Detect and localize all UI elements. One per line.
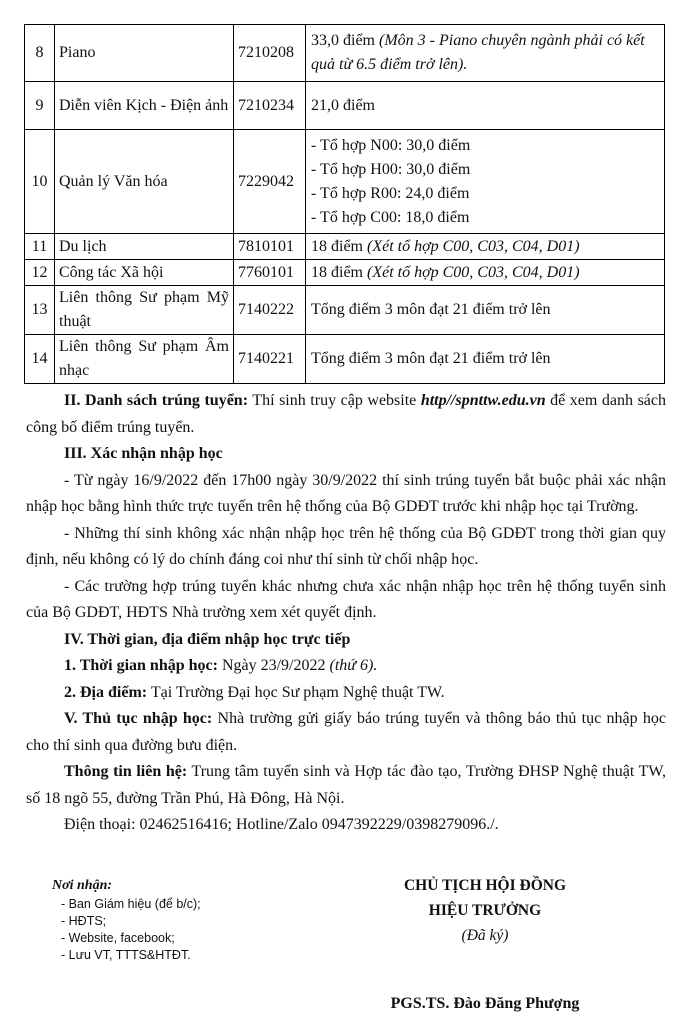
website-link[interactable]: http//spnttw.edu.vn bbox=[420, 392, 546, 409]
section-2-paragraph: II. Danh sách trúng tuyển: Thí sinh truy cập website http//spnttw.edu.vn để xem danh sách công bố điểm trúng tuyển. bbox=[26, 392, 666, 436]
score-cell bbox=[306, 25, 665, 82]
major-code: 7210208 bbox=[234, 25, 306, 82]
score-note: (Xét tổ hợp C00, C03, C04, D01) bbox=[367, 237, 580, 255]
table-row bbox=[25, 286, 665, 335]
section-3-bullet: - Từ ngày 16/9/2022 đến 17h00 ngày 30/9/2022 thí sinh trúng tuyển bắt buộc phải xác nhận nhập học bằng hình thức trực tuyến trên hệ thống của Bộ GDĐT trước khi nhập học tại Trường. bbox=[26, 471, 666, 515]
score-value: 33,0 điểm bbox=[311, 32, 379, 49]
recipient-item: - Website, facebook; bbox=[61, 931, 175, 945]
contact-phone: Điện thoại: 02462516416; Hotline/Zalo 0947392229/0398279096./. bbox=[64, 816, 499, 833]
section-4-heading: IV. Thời gian, địa điểm nhập học trực tiếp bbox=[64, 630, 351, 648]
score-line: - Tổ hợp R00: 24,0 điểm bbox=[311, 184, 470, 202]
section-5-paragraph: V. Thủ tục nhập học: Nhà trường gửi giấy báo trúng tuyển và thông báo thủ tục nhập học cho thí sinh qua đường bưu điện. bbox=[26, 710, 666, 754]
score-line: - Tổ hợp N00: 30,0 điểm bbox=[311, 136, 471, 154]
row-number: 13 bbox=[25, 286, 55, 335]
section-2-heading: II. Danh sách trúng tuyển: bbox=[64, 392, 249, 409]
major-code: 7810101 bbox=[234, 234, 306, 260]
major-name: Piano bbox=[55, 25, 234, 82]
score-cell bbox=[306, 82, 665, 130]
table-row bbox=[25, 82, 665, 130]
signature-status: (Đã ký) bbox=[461, 927, 509, 944]
section-3-heading: III. Xác nhận nhập học bbox=[64, 445, 223, 462]
score-line: - Tổ hợp H00: 30,0 điểm bbox=[311, 160, 471, 178]
signature-title-2: HIỆU TRƯỞNG bbox=[428, 902, 542, 919]
score-value: 18 điểm bbox=[311, 237, 367, 255]
score-cell bbox=[306, 260, 665, 286]
row-number: 8 bbox=[25, 25, 55, 82]
score-value: Tổng điểm 3 môn đạt 21 điểm trở lên bbox=[311, 350, 551, 367]
admission-place: 2. Địa điểm: Tại Trường Đại học Sư phạm Nghệ thuật TW. bbox=[64, 683, 445, 701]
score-note: (Môn 3 - Piano chuyên ngành phải có kết quả từ 6.5 điểm trở lên). bbox=[311, 32, 645, 73]
document-body bbox=[26, 388, 666, 839]
section-3-bullet: - Các trường hợp trúng tuyển khác nhưng chưa xác nhận nhập học trên hệ thống tuyển sinh của Bộ GDĐT, HĐTS Nhà trường xem xét quyết định. bbox=[26, 577, 666, 621]
major-code: 7140222 bbox=[234, 286, 306, 335]
row-number: 10 bbox=[25, 130, 55, 234]
signature-title-1: CHỦ TỊCH HỘI ĐỒNG bbox=[403, 877, 567, 894]
section-3-bullet: - Những thí sinh không xác nhận nhập học trên hệ thống của Bộ GDĐT trong thời gian quy định, nếu không có lý do chính đáng coi như thí sinh từ chối nhập học. bbox=[26, 524, 666, 568]
major-code: 7210234 bbox=[234, 82, 306, 130]
table-row bbox=[25, 130, 665, 234]
table-row bbox=[25, 25, 665, 82]
major-name: Liên thông Sư phạm Âm nhạc bbox=[55, 335, 234, 384]
score-cell bbox=[306, 234, 665, 260]
score-line: - Tổ hợp C00: 18,0 điểm bbox=[311, 208, 470, 226]
table-row bbox=[25, 234, 665, 260]
score-cell bbox=[306, 286, 665, 335]
recipient-item: - HĐTS; bbox=[61, 914, 107, 928]
signer-name: PGS.TS. Đào Đăng Phượng bbox=[390, 995, 580, 1012]
recipients-block bbox=[52, 876, 312, 964]
major-name: Liên thông Sư phạm Mỹ thuật bbox=[55, 286, 234, 335]
contact-paragraph: Thông tin liên hệ: Trung tâm tuyển sinh và Hợp tác đào tạo, Trường ĐHSP Nghệ thuật TW, số 18 ngõ 55, đường Trần Phú, Hà Đông, Hà Nội. bbox=[26, 763, 667, 807]
table-row bbox=[25, 260, 665, 286]
score-value: Tổng điểm 3 môn đạt 21 điểm trở lên bbox=[311, 301, 551, 318]
recipients-title: Nơi nhận: bbox=[52, 878, 113, 893]
signature-block bbox=[340, 873, 630, 948]
row-number: 11 bbox=[25, 234, 55, 260]
table-row bbox=[25, 335, 665, 384]
major-code: 7140221 bbox=[234, 335, 306, 384]
recipient-item: - Ban Giám hiệu (để b/c); bbox=[61, 897, 201, 911]
major-code: 7229042 bbox=[234, 130, 306, 234]
recipient-item: - Lưu VT, TTTS&HTĐT. bbox=[61, 948, 191, 962]
score-note: (Xét tổ hợp C00, C03, C04, D01) bbox=[367, 263, 580, 281]
major-code: 7760101 bbox=[234, 260, 306, 286]
major-name: Diễn viên Kịch - Điện ảnh bbox=[55, 82, 234, 130]
score-value: 21,0 điểm bbox=[311, 96, 375, 114]
row-number: 9 bbox=[25, 82, 55, 130]
score-cell bbox=[306, 130, 665, 234]
score-value: 18 điểm bbox=[311, 263, 367, 281]
admission-score-table bbox=[24, 24, 665, 384]
row-number: 12 bbox=[25, 260, 55, 286]
admission-time: 1. Thời gian nhập học: Ngày 23/9/2022 (thứ 6). bbox=[64, 657, 378, 674]
major-name: Quản lý Văn hóa bbox=[55, 130, 234, 234]
major-name: Du lịch bbox=[55, 234, 234, 260]
score-cell bbox=[306, 335, 665, 384]
row-number: 14 bbox=[25, 335, 55, 384]
major-name: Công tác Xã hội bbox=[55, 260, 234, 286]
